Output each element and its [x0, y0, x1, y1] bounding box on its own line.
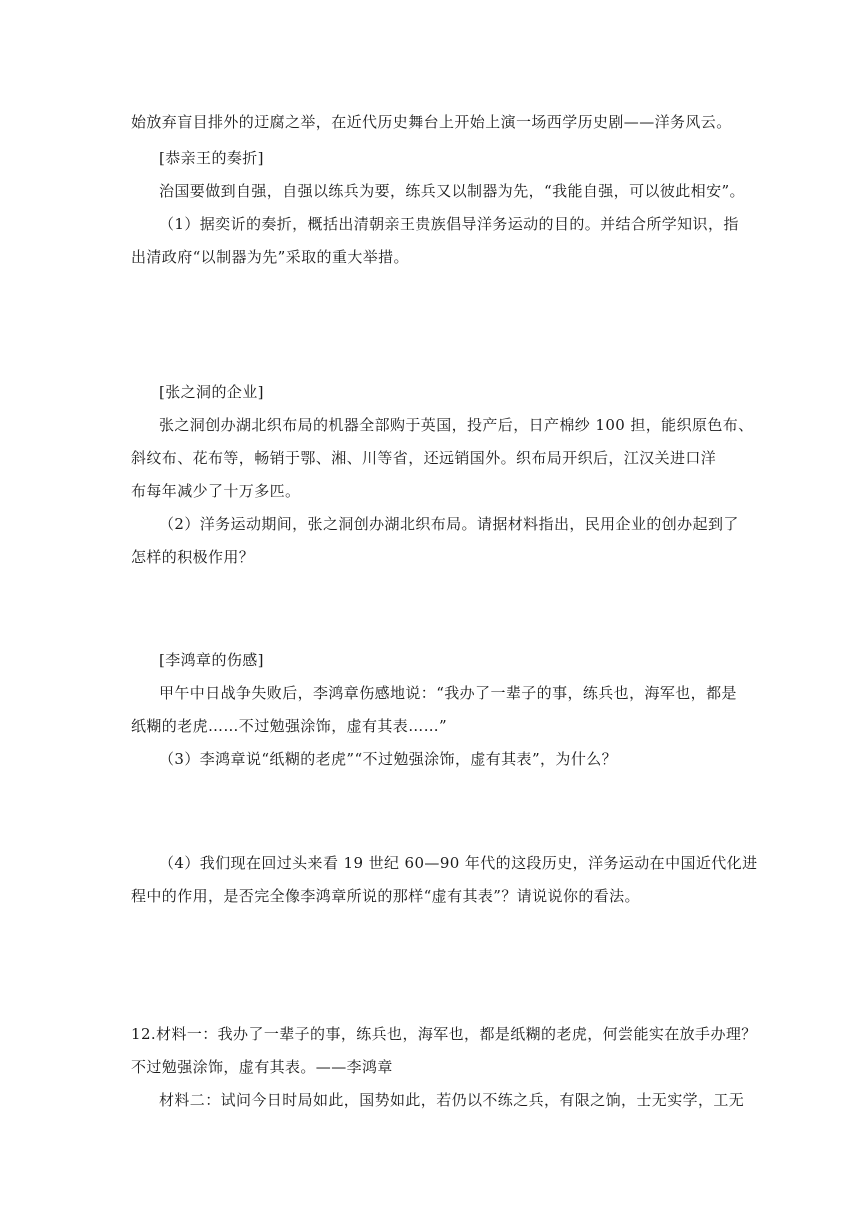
question-1-line-1: （1）据奕䜣的奏折，概括出清朝亲王贵族倡导洋务运动的目的。并结合所学知识，指	[159, 215, 739, 233]
question-1-line-2: 出清政府“以制器为先”采取的重大举措。	[131, 248, 409, 266]
material-text: 斜纹布、花布等，畅销于鄂、湘、川等省，还远销国外。织布局开织后，江汉关进口洋	[131, 449, 717, 467]
question-12-line-1: 12.材料一：我办了一辈子的事，练兵也，海军也，都是纸糊的老虎，何尝能实在放手办理？	[131, 1025, 757, 1043]
question-2-line-1: （2）洋务运动期间，张之洞创办湖北织布局。请据材料指出，民用企业的创办起到了	[159, 515, 739, 533]
question-12-line-2: 不过勉强涂饰，虚有其表。——李鸿章	[131, 1058, 393, 1076]
section-heading-prince-gong: [恭亲王的奏折]	[159, 149, 264, 167]
material-text: 治国要做到自强，自强以练兵为要，练兵又以制器为先，“我能自强，可以彼此相安”。	[159, 182, 745, 200]
section-heading-zhang-zhidong: [张之洞的企业]	[159, 383, 264, 401]
question-4-line-2: 程中的作用，是否完全像李鸿章所说的那样“虚有其表”？请说说你的看法。	[131, 887, 640, 905]
material-text: 纸糊的老虎……不过勉强涂饰，虚有其表……”	[131, 717, 448, 735]
question-4-line-1: （4）我们现在回过头来看 19 世纪 60—90 年代的这段历史，洋务运动在中国近代化进	[159, 854, 758, 872]
material-text: 甲午中日战争失败后，李鸿章伤感地说：“我办了一辈子的事，练兵也，海军也，都是	[159, 684, 737, 702]
question-12-line-3: 材料二：试问今日时局如此，国势如此，若仍以不练之兵，有限之饷，士无实学，工无	[159, 1091, 745, 1109]
question-3: （3）李鸿章说“纸糊的老虎”“不过勉强涂饰，虚有其表”，为什么？	[159, 750, 618, 768]
material-text: 布每年减少了十万多匹。	[131, 482, 301, 500]
material-text: 张之洞创办湖北织布局的机器全部购于英国，投产后，日产棉纱 100 担，能织原色布、	[159, 416, 754, 434]
question-2-line-2: 怎样的积极作用？	[131, 548, 255, 566]
section-heading-li-hongzhang: [李鸿章的伤感]	[159, 651, 264, 669]
intro-line: 始放弃盲目排外的迂腐之举，在近代历史舞台上开始上演一场西学历史剧——洋务风云。	[131, 113, 732, 131]
